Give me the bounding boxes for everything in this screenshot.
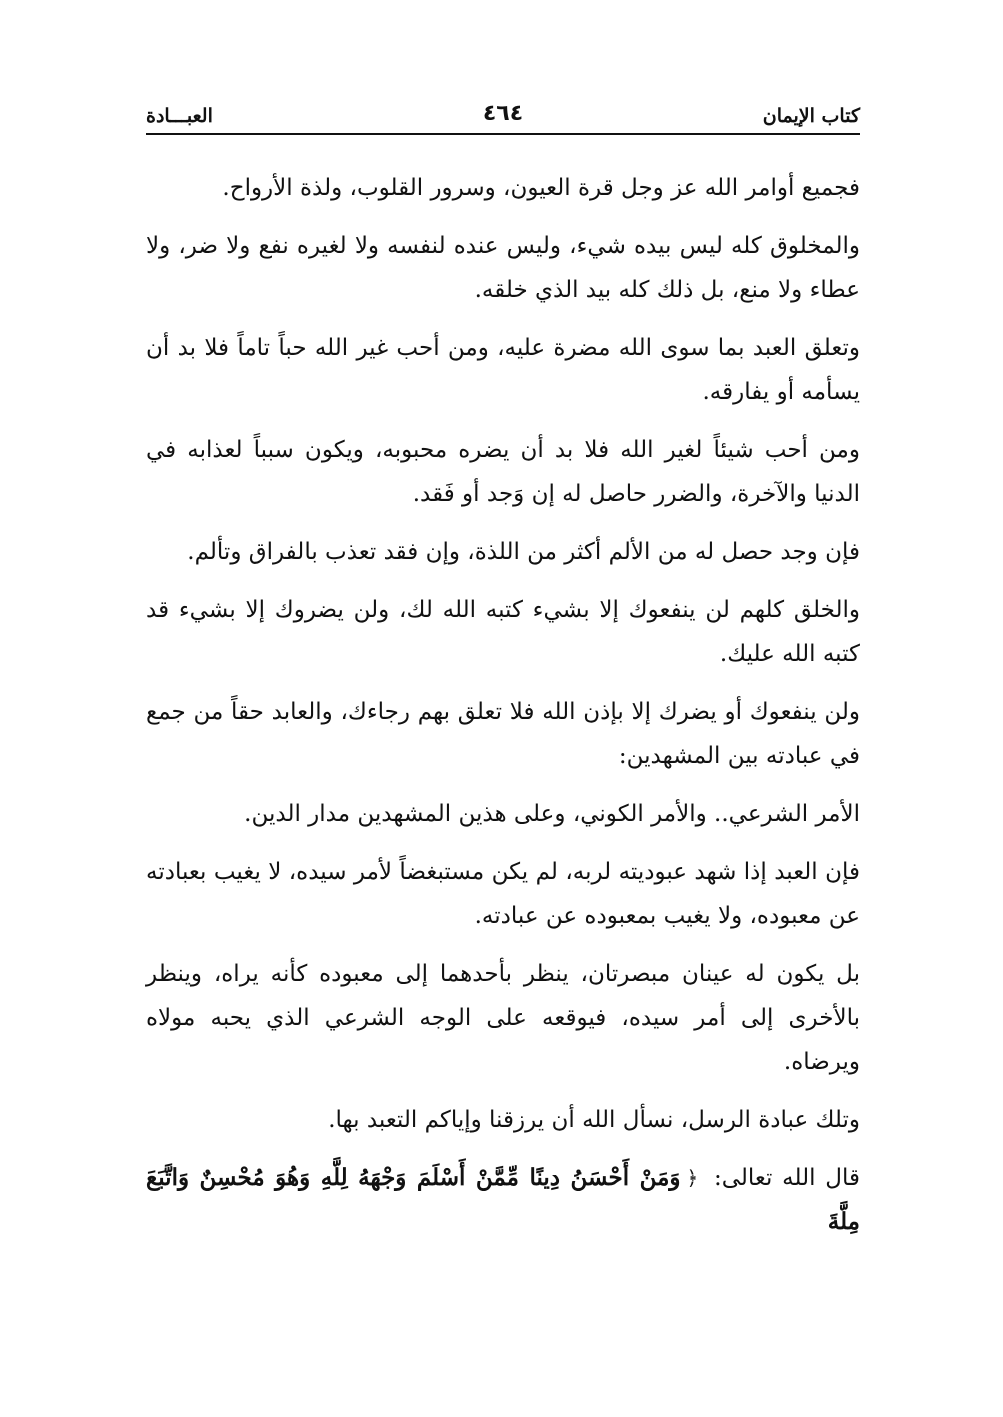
paragraph: فإن العبد إذا شهد عبوديته لربه، لم يكن مستبغضاً لأمر سيده، لا يغيب بعبادته عن معبوده، ولا يغيب بمعبوده عن عبادته.: [146, 859, 860, 929]
book-title: كتاب الإيمان: [762, 105, 860, 127]
header-divider: [146, 133, 860, 135]
quran-verse: وَمَنْ أَحْسَنُ دِينًا مِّمَّنْ أَسْلَمَ وَجْهَهُ لِلَّهِ وَهُوَ مُحْسِنٌ وَاتَّبَعَ مِلَّةَ: [146, 1164, 860, 1235]
verse-intro: قال الله تعالى:: [714, 1165, 860, 1191]
paragraph: وتعلق العبد بما سوى الله مضرة عليه، ومن أحب غير الله حباً تاماً فلا بد أن يسأمه أو يفارقه.: [146, 335, 860, 405]
paragraph: فإن وجد حصل له من الألم أكثر من اللذة، وإن فقد تعذب بالفراق وتألم.: [187, 539, 860, 565]
verse-paragraph: [146, 1156, 860, 1244]
paragraph: والمخلوق كله ليس بيده شيء، وليس عنده لنفسه ولا لغيره نفع ولا ضر، ولا عطاء ولا منع، بل ذلك كله بيد الذي خلقه.: [146, 233, 860, 303]
paragraph: والخلق كلهم لن ينفعوك إلا بشيء كتبه الله لك، ولن يضروك إلا بشيء قد كتبه الله عليك.: [146, 597, 860, 667]
paragraph: ومن أحب شيئاً لغير الله فلا بد أن يضره محبوبه، ويكون سبباً لعذابه في الدنيا والآخرة، والضرر حاصل له إن وَجد أو فَقد.: [146, 437, 860, 507]
running-header: [146, 100, 860, 134]
body-text: [146, 166, 860, 1258]
paragraph: ولن ينفعوك أو يضرك إلا بإذن الله فلا تعلق بهم رجاءك، والعابد حقاً من جمع في عبادته بين المشهدين:: [146, 699, 860, 769]
verse-open-bracket: ﴿: [686, 1166, 699, 1190]
page-number: ٤٦٤: [482, 101, 524, 126]
paragraph: الأمر الشرعي.. والأمر الكوني، وعلى هذين المشهدين مدار الدين.: [244, 801, 860, 827]
paragraph: وتلك عبادة الرسل، نسأل الله أن يرزقنا وإياكم التعبد بها.: [328, 1107, 860, 1133]
section-title: العبـــادة: [146, 105, 213, 127]
paragraph: بل يكون له عينان مبصرتان، ينظر بأحدهما إلى معبوده كأنه يراه، وينظر بالأخرى إلى أمر سيده، فيوقعه على الوجه الشرعي الذي يحبه مولاه ويرضاه.: [146, 961, 860, 1075]
paragraph: فجميع أوامر الله عز وجل قرة العيون، وسرور القلوب، ولذة الأرواح.: [222, 175, 860, 201]
